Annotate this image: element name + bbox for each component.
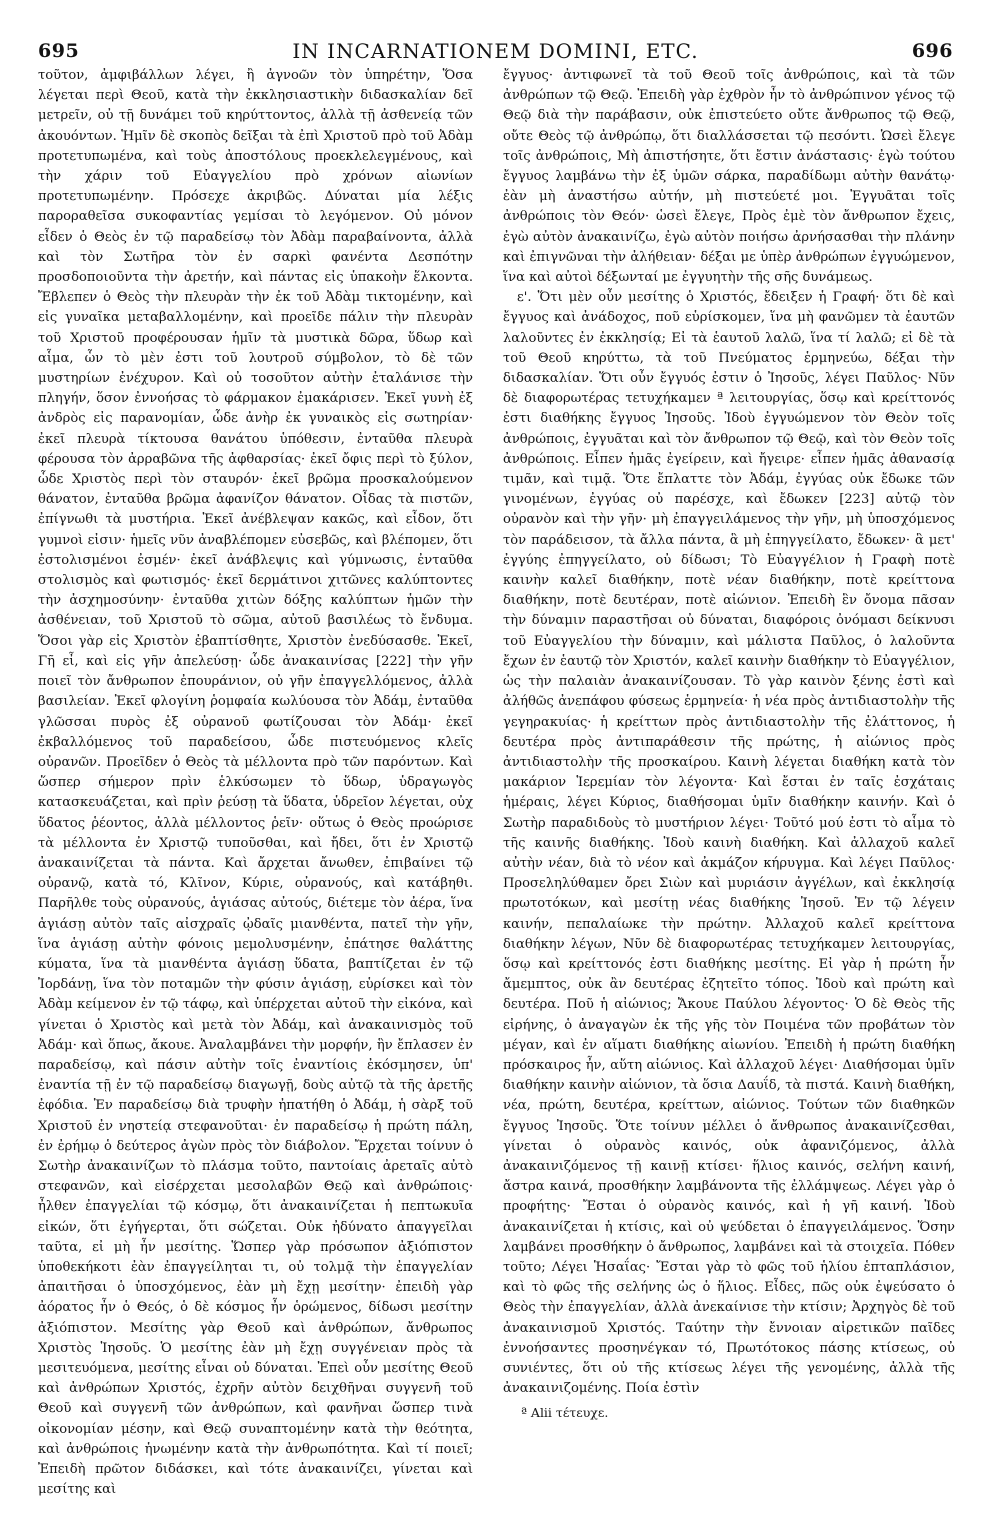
paragraph: ἔγγυος· ἀντιφωνεῖ τὰ τοῦ Θεοῦ τοῖς ἀνθρώποις, καὶ τὰ τῶν ἀνθρώπων τῷ Θεῷ. Ἐπειδὴ γὰρ ἐχθρὸν ἦν τὸ ἀνθρώπινον γένος τῷ Θεῷ διὰ τὴν παράβασιν, οὐκ ἐπιστεύετο οὔτε ἄνθρωπος τῷ Θεῷ, οὔτε Θεὸς τῷ ἀνθρώπῳ, ὅτι διαλλάσσεται τῷ πεσόντι. Ὡσεὶ ἔλεγε τοῖς ἀνθρώποις, Μὴ ἀπιστήσητε, ὅτι ἔστιν ἀνάστασις· ἐγὼ τούτου ἔγγυος λαμβάνω τὴν ἐξ ὑμῶν σάρκα, παραδίδωμι αὐτὴν θανάτῳ· ἐὰν μὴ ἀναστήσω αὐτήν, μὴ πιστεύετέ μοι. Ἐγγυᾶται τοῖς ἀνθρώποις τὸν Θεόν· ὡσεὶ ἔλεγε, Πρὸς ἐμὲ τὸν ἄνθρωπον ἔχεις, ἐγὼ αὐτὸν ἀνακαινίζω, ἐγὼ αὐτὸν ποιήσω ἀρνήσασθαι τὴν πλάνην καὶ ἐπιγνῶναι τὴν ἀλήθειαν· δέξαι με ὑπὲρ ἀνθρώπων ἐγγυώμενον, ἵνα καὶ αὐτοὶ δέξωνταί με ἐγγυητὴν τῆς σῆς δυνάμεως. [503, 68, 955, 286]
running-title: IN INCARNATIONEM DOMINI, ETC. [292, 39, 699, 63]
page-number-right: 696 [911, 40, 953, 62]
left-column [38, 66, 473, 1526]
paragraph: τοῦτον, ἀμφιβάλλων λέγει, ἢ ἀγνοῶν τὸν ὑπηρέτην, Ὅσα λέγεται περὶ Θεοῦ, κατὰ τὴν ἐκκλησιαστικὴν διδασκαλίαν δεῖ μετρεῖν, οὐ τῇ δυνάμει τοῦ κηρύττοντος, ἀλλὰ τῇ ἀσθενείᾳ τῶν ἀκουόντων. Ἡμῖν δὲ σκοπὸς δεῖξαι τὰ ἐπὶ Χριστοῦ πρὸ τοῦ Ἀδὰμ προτετυπωμένα, καὶ τοὺς ἀποστόλους προεκλελεγμένους, καὶ τὴν χάριν τοῦ Εὐαγγελίου πρὸ χρόνων αἰωνίων προτετυπωμένην. Πρόσεχε ἀκριβῶς. Δύναται μία λέξις παροραθεῖσα συκοφαντίας γεμίσαι τὸ λεγόμενον. Οὐ μόνον εἶδεν ὁ Θεὸς ἐν τῷ παραδείσῳ τὸν Ἀδὰμ παραβαίνοντα, ἀλλὰ καὶ τὸν Σωτῆρα τὸν ἐν σαρκὶ φανέντα Δεσπότην προσδοποιοῦντα τὴν ἀρετήν, καὶ πάντας εἰς ὑπακοὴν ἕλκοντα. Ἔβλεπεν ὁ Θεὸς τὴν πλευρὰν τὴν ἐκ τοῦ Ἀδὰμ τικτομένην, καὶ εἰς γυναῖκα μεταβαλλομένην, καὶ προεῖδε πάλιν τὴν πλευρὰν τοῦ Χριστοῦ προφέρουσαν ἡμῖν τὰ μυστικὰ δῶρα, ὕδωρ καὶ αἷμα, ὧν τὸ μὲν ἐστι τοῦ λουτροῦ σύμβολον, τὸ δὲ τῶν μυστηρίων ἐνέχυρον. Καὶ οὐ τοσοῦτον αὐτὴν ἐταλάνισε τὴν πληγήν, ὅσον ἐννοήσας τὸ φάρμακον ἐμακάρισεν. Ἐκεῖ γυνὴ ἐξ ἀνδρὸς εἰς παρανομίαν, ὧδε ἀνὴρ ἐκ γυναικὸς εἰς σωτηρίαν· ἐκεῖ πλευρὰ τίκτουσα θανάτου ὑπόθεσιν, ἐνταῦθα πλευρὰ φέρουσα τὸν ἀρραβῶνα τῆς ἀφθαρσίας· ἐκεῖ ὄφις περὶ τὸ ξύλον, ὧδε Χριστὸς περὶ τὸν σταυρόν· ἐκεῖ βρῶμα προσκαλούμενον θάνατον, ἐνταῦθα βρῶμα ἀφανίζον θάνατον. Οἶδας τὰ πιστῶν, ἐπίγνωθι τὰ μυστήρια. Ἐκεῖ ἀνέβλεψαν κακῶς, καὶ εἶδον, ὅτι γυμνοὶ εἰσιν· ἡμεῖς νῦν ἀναβλέπομεν εὐσεβῶς, καὶ βλέπομεν, ὅτι ἐστολισμένοι ἐσμέν· ἐκεῖ ἀνάβλεψις καὶ γύμνωσις, ἐνταῦθα στολισμὸς καὶ φωτισμός· ἐκεῖ δερμάτινοι χιτῶνες καλύπτοντες τὴν ἀσχημοσύνην· ἐνταῦθα χιτὼν δόξης καλύπτων ἡμῶν τὴν ἀσθένειαν, τοῦ Χριστοῦ τὸ σῶμα, αὐτοῦ βασιλέως τὸ ἔνδυμα. Ὅσοι γὰρ εἰς Χριστὸν ἐβαπτίσθητε, Χριστὸν ἐνεδύσασθε. Ἐκεῖ, Γῆ εἶ, καὶ εἰς γῆν ἀπελεύσῃ· ὧδε ἀνακαινίσας [222] τὴν γῆν ποιεῖ τὸν ἄνθρωπον ἐπουράνιον, οὐ γῆν ἐπαγγελλόμενος, ἀλλὰ βασιλείαν. Ἐκεῖ φλογίνη ῥομφαία κωλύουσα τὸν Ἀδάμ, ἐνταῦθα γλῶσσαι πυρὸς ἐξ οὐρανοῦ φωτίζουσαι τὸν Ἀδάμ· ἐκεῖ ἐκβαλλόμενος τοῦ παραδείσου, ὧδε πιστευόμενος κλεῖς οὐρανῶν. Προεῖδεν ὁ Θεὸς τὰ μέλλοντα πρὸ τῶν παρόντων. Καὶ ὥσπερ σήμερον πρὶν ἑλκύσωμεν τὸ ὕδωρ, ὑδραγωγὸς κατασκευάζεται, καὶ πρὶν ῥεύσῃ τὰ ὕδατα, ὑδρεῖον λέγεται, οὐχ ὕδατος ῥέοντος, ἀλλὰ μέλλοντος ῥεῖν· οὕτως ὁ Θεὸς προώρισε τὰ μέλλοντα ἐν Χριστῷ τυποῦσθαι, καὶ ἤδει, ὅτι ἐν Χριστῷ ἀνακαινίζεται τὰ πάντα. Καὶ ἄρχεται ἄνωθεν, ἐπιβαίνει τῷ οὐρανῷ, κατὰ τό, Κλῖνον, Κύριε, οὐρανούς, καὶ κατάβηθι. Παρῆλθε τοὺς οὐρανούς, ἁγιάσας αὐτούς, διέτεμε τὸν ἀέρα, ἵνα ἁγιάσῃ αὐτὸν ταῖς αἰσχραῖς ᾠδαῖς μιανθέντα, πατεῖ τὴν γῆν, ἵνα ἁγιάσῃ αὐτὴν φόνοις μεμολυσμένην, ἐπάτησε θαλάττης κύματα, ἵνα τὰ μιανθέντα ἁγιάσῃ ὕδατα, βαπτίζεται ἐν τῷ Ἰορδάνῃ, ἵνα τὸν ποταμῶν τὴν φύσιν ἁγιάσῃ, εὑρίσκει καὶ τὸν Ἀδὰμ κείμενον ἐν τῷ τάφῳ, καὶ ὑπέρχεται αὐτοῦ τὴν εἰκόνα, καὶ γίνεται ὁ Χριστὸς καὶ μετὰ τὸν Ἀδάμ, καὶ ἀνακαινισμὸς τοῦ Ἀδάμ· καὶ ὅπως, ἄκουε. Ἀναλαμβάνει τὴν μορφήν, ἣν ἔπλασεν ἐν παραδείσῳ, καὶ πάσιν αὐτὴν τοῖς ἐναντίοις ἐκόσμησεν, ὑπ' ἐναντία τῇ ἐν τῷ παραδείσῳ διαγωγῇ, δοὺς αὐτῷ τὰ τῆς ἀρετῆς ἐφόδια. Ἐν παραδείσῳ διὰ τρυφὴν ἠπατήθη ὁ Ἀδάμ, ἡ σὰρξ τοῦ Χριστοῦ ἐν νηστείᾳ στεφανοῦται· ἐν παραδείσῳ ἡ πρώτη πάλη, ἐν ἐρήμῳ ὁ δεύτερος ἀγὼν πρὸς τὸν διάβολον. Ἔρχεται τοίνυν ὁ Σωτὴρ ἀνακαινίζων τὸ πλάσμα τοῦτο, παντοίαις ἀρεταῖς αὐτὸ στεφανῶν, καὶ εἰσέρχεται μεσολαβῶν Θεῷ καὶ ἀνθρώποις· ἦλθεν ἐπαγγελίαι τῷ κόσμῳ, ὅτι ἀνακαινίζεται ἡ πεπτωκυῖα εἰκών, ὅτι ἐγήγερται, ὅτι σώζεται. Οὐκ ἠδύνατο ἀπαγγεῖλαι ταῦτα, εἰ μὴ ἦν μεσίτης. Ὥσπερ γὰρ πρόσωπον ἀξιόπιστον ὑποθεκήκοτι ἐὰν ἐπαγγείληται τι, οὐ τολμᾷ τὴν ἐπαγγελίαν ἀπαιτῆσαι ὁ ὑποσχόμενος, ἐὰν μὴ ἔχῃ μεσίτην· ἐπειδὴ γὰρ ἀόρατος ἦν ὁ Θεός, ὁ δὲ κόσμος ἦν ὁρώμενος, δίδωσι μεσίτην ἀξιόπιστον. Μεσίτης γὰρ Θεοῦ καὶ ἀνθρώπων, ἄνθρωπος Χριστὸς Ἰησοῦς. Ὁ μεσίτης ἐὰν μὴ ἔχῃ συγγένειαν πρὸς τὰ μεσιτευόμενα, μεσίτης εἶναι οὐ δύναται. Ἐπεὶ οὖν μεσίτης Θεοῦ καὶ ἀνθρώπων Χριστός, ἐχρῆν αὐτὸν δειχθῆναι συγγενῆ τοῦ Θεοῦ καὶ συγγενῆ τῶν ἀνθρώπων, καὶ φανῆναι ὥσπερ τινὰ οἰκονομίαν μέσην, καὶ Θεῷ συναπτομένην κατὰ τὴν θεότητα, καὶ ἀνθρώποις ἡνωμένην κατὰ τὴν ἀνθρωπότητα. Καὶ τί ποιεῖ; Ἐπειδὴ πρῶτον διδάσκει, καὶ τότε ἀνακαινίζει, γίνεται καὶ μεσίτης καὶ [38, 68, 473, 1498]
footnote: ª Alii τέτευχε. [521, 1405, 609, 1421]
right-column [503, 66, 955, 1526]
page-number-left: 695 [38, 40, 80, 62]
paragraph: ε'. Ὅτι μὲν οὖν μεσίτης ὁ Χριστός, ἔδειξεν ἡ Γραφή· ὅτι δὲ καὶ ἔγγυος καὶ ἀνάδοχος, ποῦ εὑρίσκομεν, ἵνα μὴ φανῶμεν τὰ ἑαυτῶν λαλοῦντες ἐν ἐκκλησίᾳ; Εἰ τὰ ἑαυτοῦ λαλῶ, ἵνα τί λαλῶ; εἰ δὲ τὰ τοῦ Θεοῦ κηρύττω, τὰ τοῦ Πνεύματος ἑρμηνεύω, δέξαι τὴν διδασκαλίαν. Ὅτι οὖν ἔγγυός ἐστιν ὁ Ἰησοῦς, λέγει Παῦλος· Νῦν δὲ διαφορωτέρας τετυχήκαμεν ª λειτουργίας, ὅσῳ καὶ κρείττονός ἐστι διαθήκης ἔγγυος Ἰησοῦς. Ἰδοὺ ἐγγυώμενον τὸν Θεὸν τοῖς ἀνθρώποις, ἐγγυᾶται καὶ τὸν ἄνθρωπον τῷ Θεῷ, καὶ τὸν Θεὸν τοῖς ἀνθρώποις. Εἶπεν ἡμᾶς ἐγείρειν, καὶ ἤγειρε· εἶπεν ἡμᾶς ἀθανασίᾳ τιμᾶν, καὶ τιμᾷ. Ὅτε ἔπλαττε τὸν Ἀδάμ, ἐγγύας οὐκ ἔδωκε τῶν γινομένων, ἐγγύας οὐ παρέσχε, καὶ ἔδωκεν [223] αὐτῷ τὸν οὐρανὸν καὶ τὴν γῆν· μὴ ἐπαγγειλάμενος τὴν γῆν, μὴ ὑποσχόμενος τὸν παράδεισον, τὰ ἄλλα πάντα, ἃ μὴ ἐπηγγείλατο, ἔδωκεν· ἃ μετ' ἐγγύης ἐπηγγείλατο, οὐ δίδωσι; Τὸ Εὐαγγέλιον ἡ Γραφὴ ποτὲ καινὴν καλεῖ διαθήκην, ποτὲ νέαν διαθήκην, ποτὲ κρείττονα διαθήκην, ποτὲ δευτέραν, ποτὲ αἰώνιον. Ἐπειδὴ ἓν ὄνομα πᾶσαν τὴν δύναμιν παραστῆσαι οὐ δύναται, διαφόροις ὀνόμασι δείκνυσι τοῦ Εὐαγγελίου τὴν δύναμιν, καὶ μάλιστα Παῦλος, ὁ λαλοῦντα ἔχων ἐν ἑαυτῷ τὸν Χριστόν, καλεῖ καινὴν διαθήκην τὸ Εὐαγγέλιον, ὡς τὴν παλαιὰν ἀνακαινίζουσαν. Τὸ γὰρ καινὸν ξένης ἐστὶ καὶ ἀλήθῶς ἀνεπάφου φύσεως ἑρμηνεία· ἡ νέα πρὸς ἀντιδιαστολὴν τῆς γεγηρακυίας· ἡ κρείττων πρὸς ἀντιδιαστολὴν τῆς ἐλάττονος, ἡ δευτέρα πρὸς ἀντιπαράθεσιν τῆς πρώτης, ἡ αἰώνιος πρὸς ἀντιδιαστολὴν τῆς προσκαίρου. Καινὴ λέγεται διαθήκη κατὰ τὸν μακάριον Ἱερεμίαν τὸν λέγοντα· Καὶ ἔσται ἐν ταῖς ἐσχάταις ἡμέραις, λέγει Κύριος, διαθήσομαι ὑμῖν διαθήκην καινήν. Καὶ ὁ Σωτὴρ παραδιδοὺς τὸ μυστήριον λέγει· Τοῦτό μού ἐστι τὸ αἷμα τὸ τῆς καινῆς διαθήκης. Ἰδοὺ καινὴ διαθήκη. Καὶ ἀλλαχοῦ καλεῖ αὐτὴν νέαν, διὰ τὸ νέον καὶ ἀκμάζον κήρυγμα. Καὶ λέγει Παῦλος· Προσεληλύθαμεν ὄρει Σιὼν καὶ μυριάσιν ἀγγέλων, καὶ ἐκκλησίᾳ πρωτοτόκων, καὶ μεσίτῃ νέας διαθήκης Ἰησοῦ. Ἐν τῷ λέγειν καινήν, πεπαλαίωκε τὴν πρώτην. Ἀλλαχοῦ καλεῖ κρείττονα διαθήκην λέγων, Νῦν δὲ διαφορωτέρας τετυχήκαμεν λειτουργίας, ὅσῳ καὶ κρείττονός ἐστι διαθήκης μεσίτης. Εἰ γὰρ ἡ πρώτη ἦν ἄμεμπτος, οὐκ ἂν δευτέρας ἐζητεῖτο τόπος. Ἰδοὺ καὶ πρώτη καὶ δευτέρα. Ποῦ ἡ αἰώνιος; Ἄκουε Παύλου λέγοντος· Ὁ δὲ Θεὸς τῆς εἰρήνης, ὁ ἀναγαγὼν ἐκ τῆς γῆς τὸν Ποιμένα τῶν προβάτων τὸν μέγαν, καὶ ἐν αἵματι διαθήκης αἰωνίου. Ἐπειδὴ ἡ πρώτη διαθήκη πρόσκαιρος ἦν, αὕτη αἰώνιος. Καὶ ἀλλαχοῦ λέγει· Διαθήσομαι ὑμῖν διαθήκην καινὴν αἰώνιον, τὰ ὅσια Δαυΐδ, τὰ πιστά. Καινὴ διαθήκη, νέα, πρώτη, δευτέρα, κρείττων, αἰώνιος. Τούτων τῶν διαθηκῶν ἔγγυος Ἰησοῦς. Ὅτε τοίνυν μέλλει ὁ ἄνθρωπος ἀνακαινίζεσθαι, γίνεται ὁ οὐρανὸς καινός, οὐκ ἀφανιζόμενος, ἀλλὰ ἀνακαινιζόμενος τῇ καινῇ κτίσει· ἥλιος καινός, σελήνη καινή, ἄστρα καινά, προσθήκην λαμβάνοντα τῆς ἐλλάμψεως. Λέγει γὰρ ὁ προφήτης· Ἔσται ὁ οὐρανὸς καινός, καὶ ἡ γῆ καινή. Ἰδοὺ ἀνακαινίζεται ἡ κτίσις, καὶ οὐ ψεύδεται ὁ ἐπαγγειλάμενος. Ὅσην λαμβάνει προσθήκην ὁ ἄνθρωπος, λαμβάνει καὶ τὰ στοιχεῖα. Πόθεν τοῦτο; Λέγει Ἡσαΐας· Ἔσται γὰρ τὸ φῶς τοῦ ἡλίου ἑπταπλάσιον, καὶ τὸ φῶς τῆς σελήνης ὡς ὁ ἥλιος. Εἶδες, πῶς οὐκ ἐψεύσατο ὁ Θεὸς τὴν ἐπαγγελίαν, ἀλλὰ ἀνεκαίνισε τὴν κτίσιν; Ἀρχηγὸς δὲ τοῦ ἀνακαινισμοῦ Χριστός. Ταύτην τὴν ἔννοιαν αἱρετικῶν παῖδες ἐννοήσαντες προσηνέγκαν τό, Πρωτότοκος πάσης κτίσεως, οὐ συνιέντες, ὅτι οὐ τῆς κτίσεως λέγει τῆς γενομένης, ἀλλὰ τῆς ἀνακαινιζομένης. Ποία ἐστὶν [503, 290, 955, 1397]
page-header [38, 6, 953, 63]
